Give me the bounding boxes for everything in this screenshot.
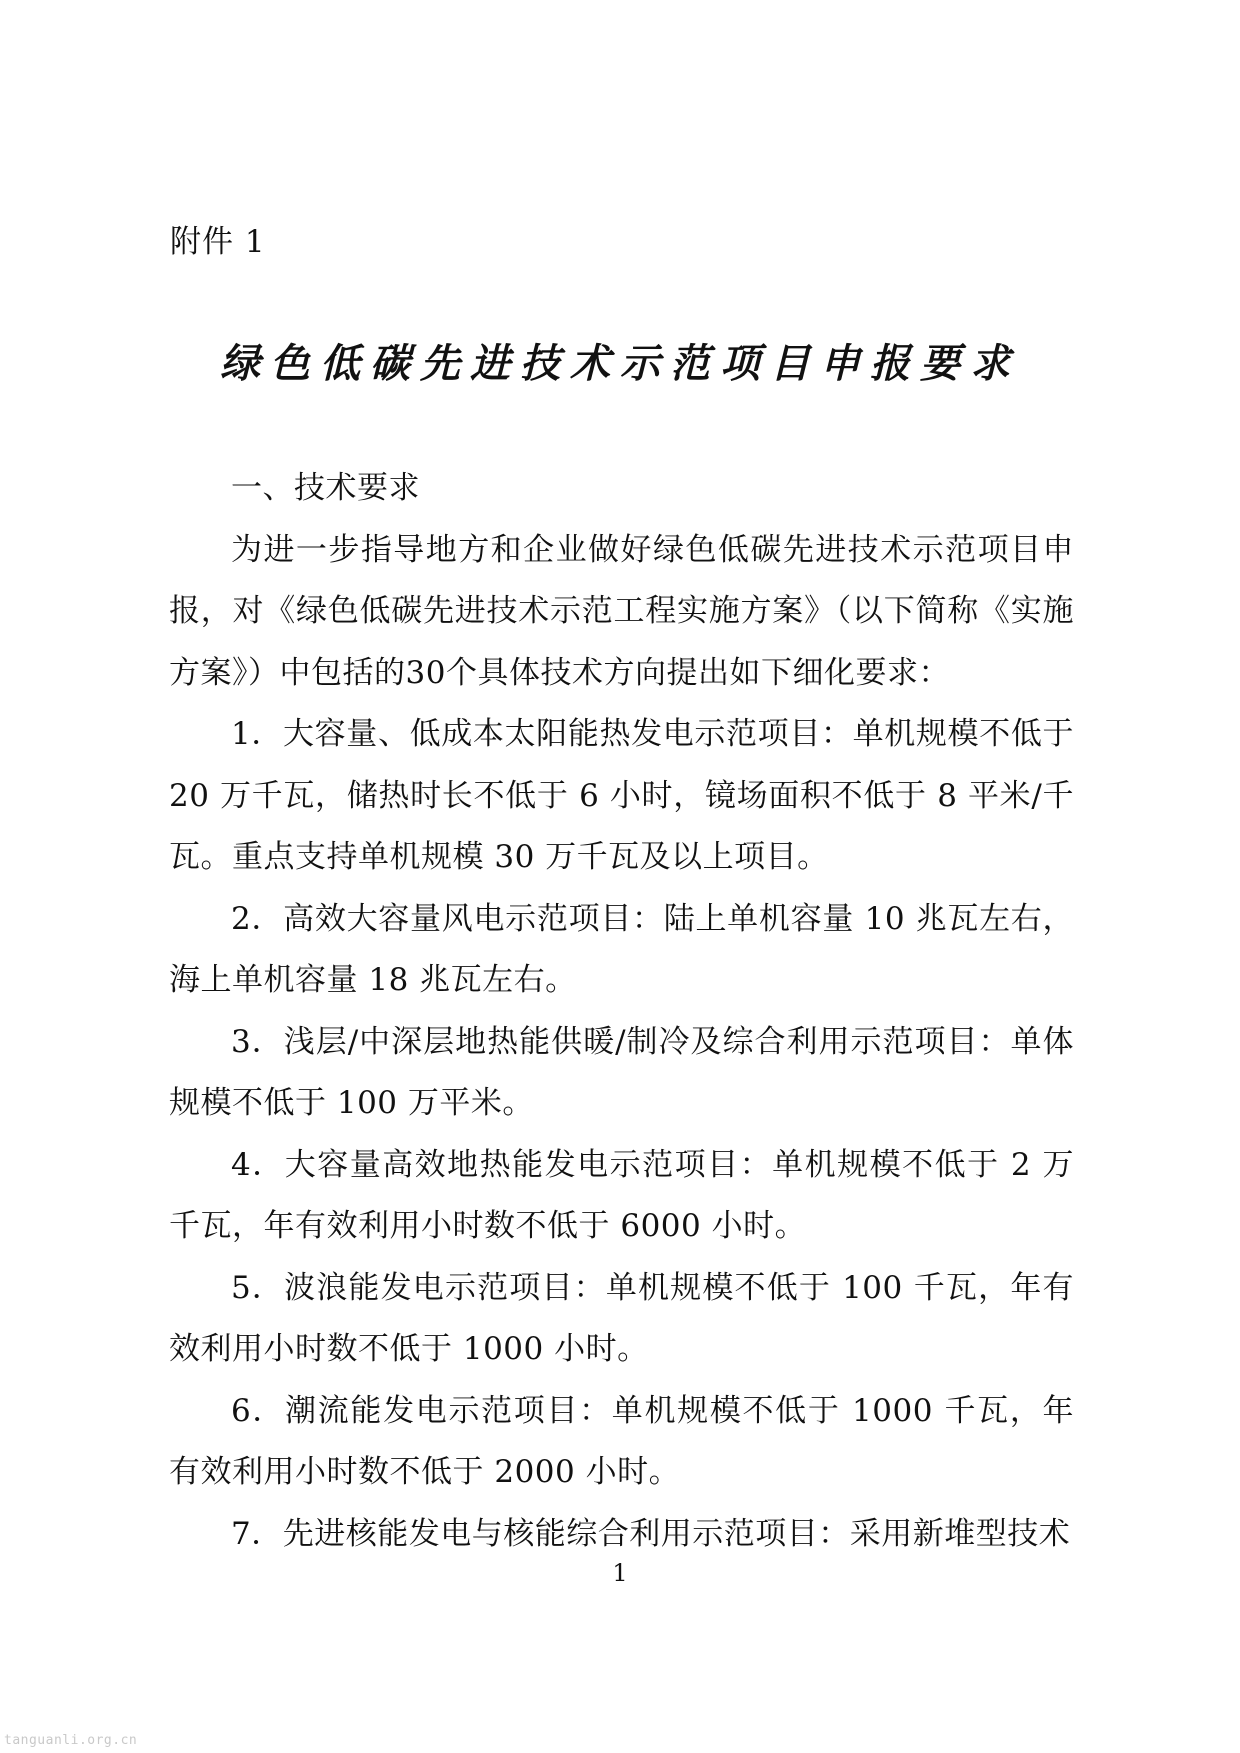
watermark-text: tanguanli.org.cn [4, 1733, 138, 1748]
requirement-item-4: 4．大容量高效地热能发电示范项目：单机规模不低于 2 万千瓦，年有效利用小时数不低于 6000 小时。 [169, 1146, 1074, 1244]
document-title: 绿色低碳先进技术示范项目申报要求 [220, 340, 1020, 387]
requirement-item-2: 2．高效大容量风电示范项目：陆上单机容量 10 兆瓦左右，海上单机容量 18 兆瓦左右。 [169, 900, 1074, 998]
intro-paragraph: 为进一步指导地方和企业做好绿色低碳先进技术示范项目申报，对《绿色低碳先进技术示范工程实施方案》（以下简称《实施方案》）中包括的30个具体技术方向提出如下细化要求： [169, 531, 1074, 691]
requirement-item-5: 5．波浪能发电示范项目：单机规模不低于 100 千瓦，年有效利用小时数不低于 1000 小时。 [169, 1269, 1074, 1367]
attachment-label: 附件 1 [170, 224, 266, 260]
requirement-item-7: 7．先进核能发电与核能综合利用示范项目：采用新堆型技术 [231, 1515, 1071, 1552]
requirement-item-6: 6．潮流能发电示范项目：单机规模不低于 1000 千瓦，年有效利用小时数不低于 2000 小时。 [169, 1392, 1074, 1490]
document-body [169, 458, 1074, 1565]
requirement-item-3: 3．浅层/中深层地热能供暖/制冷及综合利用示范项目：单体规模不低于 100 万平米。 [169, 1023, 1074, 1121]
requirement-item-1: 1．大容量、低成本太阳能热发电示范项目：单机规模不低于 20 万千瓦，储热时长不低于 6 小时，镜场面积不低于 8 平米/千瓦。重点支持单机规模 30 万千瓦及以上项目。 [169, 716, 1074, 875]
page-number: 1 [612, 1559, 628, 1587]
section-heading: 一、技术要求 [231, 470, 420, 506]
